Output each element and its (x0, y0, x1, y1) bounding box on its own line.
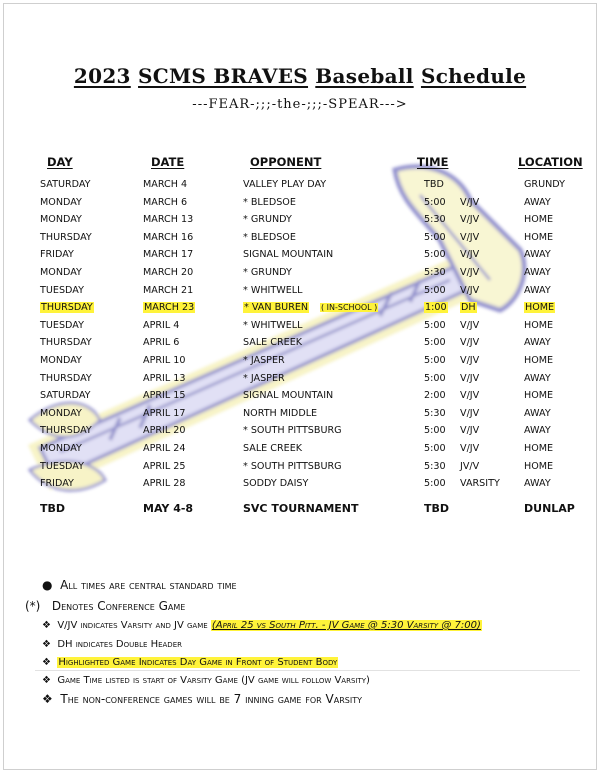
cell-location: HOME (524, 319, 554, 331)
cell-day: TUESDAY (40, 284, 84, 296)
cell-level: JV/V (460, 460, 480, 472)
cell-time: 5:30 (424, 460, 446, 472)
cell-date: APRIL 15 (143, 390, 186, 402)
column-header-location: LOCATION (518, 155, 583, 169)
column-header-opponent: OPPONENT (250, 155, 322, 169)
cell-time: 5:00 (424, 372, 446, 384)
cell-location: AWAY (524, 267, 551, 278)
page-title (0, 64, 600, 88)
cell-location: AWAY (524, 372, 551, 384)
divider (35, 670, 580, 671)
cell-opponent: SODDY DAISY (243, 478, 309, 490)
cell-date: APRIL 20 (143, 425, 186, 437)
diamond-bullet-icon: ❖ (42, 692, 53, 706)
cell-date: APRIL 13 (143, 372, 186, 384)
cell-level: V/JV (460, 267, 480, 278)
cell-opponent: * SOUTH PITTSBURG (243, 460, 342, 472)
cell-level: V/JV (460, 196, 480, 208)
diamond-bullet-icon: ❖ (42, 639, 51, 650)
cell-date: MARCH 17 (143, 249, 194, 261)
cell-location: HOME (524, 214, 554, 226)
cell-level: V/JV (460, 319, 480, 331)
cell-time: 2:00 (424, 390, 446, 402)
cell-location: AWAY (524, 478, 551, 490)
column-header-day: DAY (47, 155, 73, 169)
diamond-bullet-icon: ❖ (42, 620, 51, 631)
cell-level: V/JV (460, 390, 480, 402)
cell-location: AWAY (524, 284, 551, 296)
cell-date: APRIL 17 (143, 407, 186, 419)
cell-day: MONDAY (40, 214, 82, 226)
cell-opponent: VALLEY PLAY DAY (243, 179, 327, 190)
cell-opponent: * GRUNDY (243, 214, 292, 226)
title-year: 2023 (73, 64, 131, 88)
cell-location: HOME (525, 302, 555, 314)
cell-opponent: * WHITWELL (243, 319, 303, 331)
cell-location: AWAY (524, 407, 551, 419)
cell-level: VARSITY (460, 478, 500, 490)
table-row (0, 353, 600, 370)
table-row (0, 335, 600, 352)
cell-date: MARCH 6 (143, 196, 188, 208)
column-header-date: DATE (151, 155, 185, 169)
table-row (0, 406, 600, 423)
cell-opponent: SIGNAL MOUNTAIN (243, 390, 334, 402)
title-word-baseball: Baseball (315, 64, 414, 88)
cell-level: V/JV (460, 425, 480, 437)
cell-day: MONDAY (40, 267, 82, 278)
cell-time: 5:00 (424, 319, 446, 331)
cell-day: THURSDAY (41, 302, 93, 314)
cell-time: 5:30 (424, 267, 446, 278)
cell-time: 5:30 (424, 214, 446, 226)
cell-level: V/JV (460, 249, 480, 261)
cell-level: V/JV (460, 284, 480, 296)
cell-location: AWAY (524, 337, 551, 349)
cell-location: HOME (524, 460, 554, 472)
cell-time: 5:00 (424, 337, 446, 349)
cell-day: SATURDAY (40, 390, 91, 402)
cell-level: V/JV (460, 443, 480, 454)
diamond-bullet-icon: ❖ (42, 675, 51, 686)
cell-location: HOME (524, 355, 554, 366)
table-row (0, 247, 600, 264)
cell-date: MARCH 21 (143, 284, 194, 296)
cell-date: MARCH 4 (143, 179, 188, 190)
cell-opponent: * SOUTH PITTSBURG (243, 425, 342, 437)
note-dh: ❖ DH indicates Double Header (42, 639, 182, 650)
cell-time: 5:00 (424, 231, 446, 243)
cell-day: TBD (40, 501, 66, 515)
table-row (0, 318, 600, 335)
cell-day: SATURDAY (40, 179, 91, 190)
cell-time: 1:00 (425, 302, 447, 314)
cell-opponent: SIGNAL MOUNTAIN (243, 249, 334, 261)
table-row (0, 177, 600, 194)
cell-day: MONDAY (40, 196, 82, 208)
bullet-icon: ● (42, 578, 53, 592)
cell-opponent: * BLEDSOE (243, 196, 296, 208)
cell-opponent: SVC TOURNAMENT (243, 501, 359, 515)
cell-date: APRIL 4 (143, 319, 180, 331)
cell-level: V/JV (460, 231, 480, 243)
table-row (0, 459, 600, 476)
cell-level: V/JV (460, 214, 480, 226)
cell-date: APRIL 24 (143, 443, 186, 454)
cell-time: 5:30 (424, 407, 446, 419)
title-team: SCMS BRAVES (138, 64, 309, 88)
cell-day: MONDAY (40, 407, 82, 419)
table-row (0, 388, 600, 405)
cell-location: AWAY (524, 249, 551, 261)
table-row (0, 500, 600, 517)
cell-location: HOME (524, 390, 554, 402)
cell-location: HOME (524, 231, 554, 243)
cell-time: TBD (424, 179, 444, 190)
cell-location: HOME (524, 443, 554, 454)
cell-time: 5:00 (424, 425, 446, 437)
cell-day: TUESDAY (40, 460, 84, 472)
cell-day: THURSDAY (40, 372, 92, 384)
cell-time: 5:00 (424, 355, 446, 366)
cell-opponent: * JASPER (243, 372, 285, 384)
cell-level: V/JV (460, 337, 480, 349)
motto: ---FEAR-;;;-the-;;;-SPEAR---> (192, 97, 408, 112)
cell-opponent: * GRUNDY (243, 267, 292, 278)
cell-day: THURSDAY (40, 231, 92, 243)
note-game-time: ❖ Game Time listed is start of Varsity Game (JV game will follow Varsity) (42, 675, 370, 686)
cell-day: THURSDAY (40, 337, 92, 349)
table-row (0, 230, 600, 247)
cell-date: APRIL 25 (143, 460, 186, 472)
cell-level: V/JV (460, 355, 480, 366)
cell-day: FRIDAY (40, 478, 74, 490)
note-conference: (*) Denotes Conference Game (25, 599, 186, 613)
table-row (0, 371, 600, 388)
cell-time: 5:00 (424, 249, 446, 261)
cell-location: AWAY (524, 425, 551, 437)
cell-time: 5:00 (424, 284, 446, 296)
table-row (0, 441, 600, 458)
cell-day: MONDAY (40, 355, 82, 366)
column-header-time: TIME (417, 155, 449, 169)
cell-note: ( IN-SCHOOL ) (321, 303, 378, 313)
cell-date: MARCH 20 (143, 267, 194, 278)
table-row (0, 476, 600, 493)
cell-location: AWAY (524, 196, 551, 208)
table-row (0, 423, 600, 440)
note-highlighted: ❖ Highlighted Game Indicates Day Game in Front of Student Body (42, 657, 338, 668)
cell-date: MARCH 13 (143, 214, 194, 226)
cell-date: MARCH 16 (143, 231, 194, 243)
table-row (0, 195, 600, 212)
cell-day: MONDAY (40, 443, 82, 454)
cell-date: APRIL 28 (143, 478, 186, 490)
diamond-bullet-icon: ❖ (42, 657, 51, 668)
table-row (0, 265, 600, 282)
note-vjv: ❖ V/JV indicates Varsity and JV game (April 25 vs South Pitt. - JV Game @ 5:30 Varsity @ 7:00) (42, 620, 481, 631)
cell-level: DH (461, 302, 476, 314)
cell-day: FRIDAY (40, 249, 74, 261)
cell-opponent: * WHITWELL (243, 284, 303, 296)
note-non-conference: ❖ The non-conference games will be 7 inning game for Varsity (42, 692, 362, 706)
cell-time: TBD (424, 501, 450, 515)
cell-level: V/JV (460, 407, 480, 419)
cell-location: GRUNDY (524, 179, 566, 190)
note-central-time: ● All times are central standard time (42, 578, 237, 592)
cell-time: 5:00 (424, 443, 446, 454)
table-row (0, 283, 600, 300)
cell-opponent: * BLEDSOE (243, 231, 296, 243)
table-row (0, 212, 600, 229)
vjv-exception-highlight: (April 25 vs South Pitt. - JV Game @ 5:30 Varsity @ 7:00) (211, 620, 481, 631)
cell-day: THURSDAY (40, 425, 92, 437)
cell-opponent: NORTH MIDDLE (243, 407, 318, 419)
cell-date: APRIL 10 (143, 355, 186, 366)
cell-opponent: * JASPER (243, 355, 285, 366)
cell-time: 5:00 (424, 196, 446, 208)
cell-opponent: SALE CREEK (243, 337, 303, 349)
cell-date: MAY 4-8 (143, 501, 194, 515)
cell-level: V/JV (460, 372, 480, 384)
cell-date: MARCH 23 (144, 302, 195, 314)
cell-opponent: SALE CREEK (243, 443, 303, 454)
cell-location: DUNLAP (524, 501, 575, 515)
cell-opponent: * VAN BUREN (244, 302, 309, 314)
cell-day: TUESDAY (40, 319, 84, 331)
cell-time: 5:00 (424, 478, 446, 490)
title-word-schedule: Schedule (420, 64, 527, 88)
cell-date: APRIL 6 (143, 337, 180, 349)
table-row (0, 300, 600, 317)
